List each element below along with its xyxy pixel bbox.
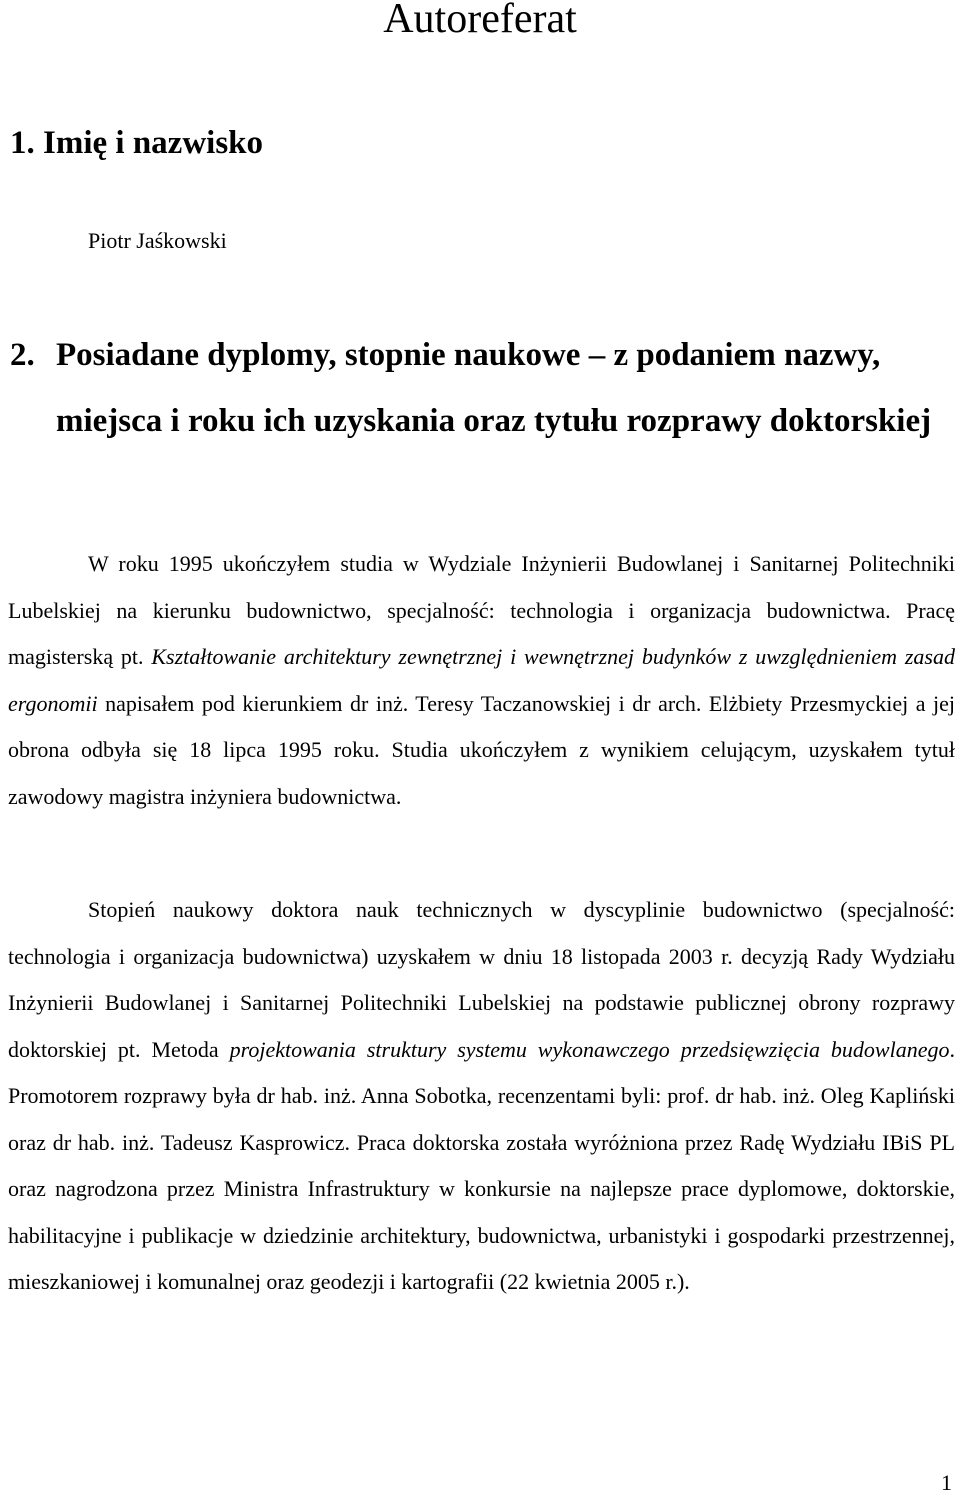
section-title: Imię i nazwisko <box>43 125 264 161</box>
paragraph-text: W roku 1995 ukończyłem studia w Wydziale Inżynierii Budowlanej i Sanitarnej Politechniki Lubelskiej na kierunku budownictwo, specjalność: technologia i organizacja budownictwa. Pracę magisterską pt. <box>8 551 955 669</box>
section-title: Posiadane dyplomy, stopnie naukowe – z podaniem nazwy, miejsca i roku ich uzyskania oraz tytułu rozprawy doktorskiej <box>56 337 932 439</box>
paragraph-text: Stopień naukowy doktora nauk technicznych w dyscyplinie budownictwo (specjalność: technologia i organizacja budownictwa) uzyskałem w dniu 18 listopada 2003 r. decyzją Rady Wydziału Inżynierii Budowlanej i Sanitarnej Politechniki Lubelskiej na podstawie publicznej obrony rozprawy doktorskiej pt. Metoda <box>8 897 955 1062</box>
paragraph-text: napisałem pod kierunkiem dr inż. Teresy Taczanowskiej i dr arch. Elżbiety Przesmyckiej a jej obrona odbyła się 18 lipca 1995 roku. Studia ukończyłem z wynikiem celującym, uzyskałem tytuł zawodowy magistra inżyniera budownictwa. <box>8 690 955 809</box>
paragraph-masters-studies <box>8 541 955 820</box>
section-number: 1. <box>10 125 35 161</box>
thesis-title: Kształtowanie architektury zewnętrznej i wewnętrznej budynków z uwzględnieniem zasad ergonomii <box>8 644 955 716</box>
document-title: Autoreferat <box>383 0 577 42</box>
page-number: 1 <box>941 1470 952 1495</box>
section-heading-diplomas <box>10 322 960 439</box>
paragraph-text: . Promotorem rozprawy była dr hab. inż. Anna Sobotka, recenzentami byli: prof. dr hab. inż. Oleg Kapliński oraz dr hab. inż. Tadeusz Kasprowicz. Praca doktorska została wyróżniona przez Radę Wydziału IBiS PL oraz nagrodzona przez Ministra Infrastruktury w konkursie na najlepsze prace dyplomowe, doktorskie, habilitacyjne i publikacje w dziedzinie architektury, budownictwa, urbanistyki i gospodarki przestrzennej, mieszkaniowej i komunalnej oraz geodezji i kartografii (22 kwietnia 2005 r.). <box>8 1036 955 1294</box>
dissertation-title: projektowania struktury systemu wykonawczego przedsięwzięcia budowlanego <box>229 1036 950 1062</box>
section-heading-name <box>10 121 263 165</box>
author-name: Piotr Jaśkowski <box>88 228 227 253</box>
paragraph-doctoral-degree <box>8 887 955 1306</box>
section-number: 2. <box>10 337 35 373</box>
